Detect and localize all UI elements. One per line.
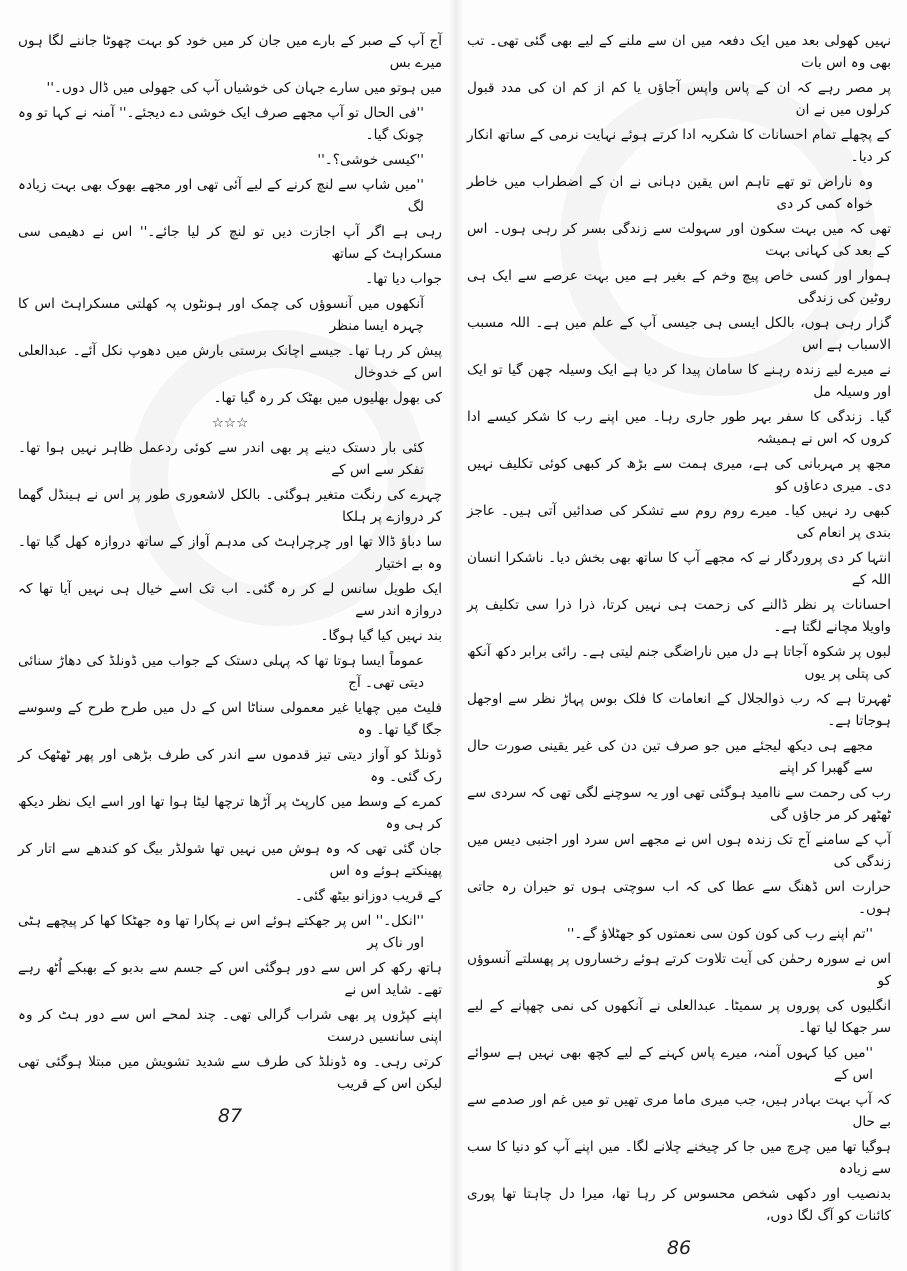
- text-line: ''فی الحال تو آپ مجھے صرف ایک خوشی دے دیجئے۔'' آمنہ نے کہا تو وہ چونک گیا۔: [18, 105, 424, 143]
- text-line: پیش کر رہا تھا۔ جیسے اچانک برستی بارش میں دھوپ نکل آئے۔ عبدالعلی اس کے خدوخال: [18, 343, 442, 381]
- text-line: جان گئی تھی کہ وہ ہوش میں نہیں تھا شولڈر بیگ کو کندھے سے اتار کر پھینکتے ہوئے وہ اس: [18, 841, 442, 879]
- text-line: احسانات پر نظر ڈالنے کی زحمت ہی نہیں کرتا، ذرا ذرا سی تکلیف پر واویلا مچانے لگتا ہے۔: [467, 597, 891, 635]
- text-line: جواب دیا تھا۔: [365, 271, 442, 287]
- text-line: ایک طویل سانس لے کر رہ گئی۔ اب تک اسے خیال ہی نہیں آیا تھا کہ دروازہ اندر سے: [18, 581, 442, 619]
- text-line: حرارت اس ڈھنگ سے عطا کی کہ اب سوچتی ہوں تو حیران رہ جاتی ہوں۔: [467, 879, 891, 917]
- text-line: فلیٹ میں چھایا غیر معمولی سناٹا اس کے دل میں طرح طرح کے وسوسے جگا گیا تھا۔ وہ: [18, 700, 442, 738]
- text-line: کی بھول بھلیوں میں بھٹک کر رہ گیا تھا۔: [213, 390, 442, 406]
- text-line: گزار رہی ہوں، بالکل ایسی ہی جیسی آپ کے علم میں ہے۔ اللہ مسبب الاسباب ہے اس: [467, 315, 891, 353]
- text-line: ''انکل۔'' اس پر جھکتے ہوئے اس نے پکارا تھا وہ جھٹکا کھا کر پیچھے ہٹی اور ناک پر: [18, 913, 424, 951]
- right-page-text: [467, 30, 891, 1227]
- text-line: نے میرے لیے زندہ رہنے کا سامان پیدا کر دیا ہے ایک وسیلہ چھن گیا تو ایک اور وسیلہ مل: [467, 362, 891, 400]
- text-line: ہاتھ رکھ کر اس سے دور ہوگئی اس کے جسم سے بدبو کے بھبکے اُٹھ رہے تھے۔ شاید اس نے: [18, 960, 442, 998]
- text-line: کے قریب دوزانو بیٹھ گئی۔: [294, 888, 442, 904]
- text-line: کبھی رد نہیں کیا۔ میرے روم روم سے تشکر کی صدائیں آتی ہیں۔ عاجز بندی پر انعام کی: [467, 503, 891, 541]
- text-line: اپنے کپڑوں پر بھی شراب گرالی تھی۔ چند لمحے اس سے دور ہٹ کر وہ اپنی سانسیں درست: [18, 1007, 442, 1045]
- text-line: ہوگیا تھا میں چرچ میں جا کر چیخنے چلانے لگا۔ میں اپنے آپ کو دنیا کا سب سے زیادہ: [467, 1139, 891, 1177]
- text-line: پر مصر رہے کہ ان کے پاس واپس آجاؤں یا کم از کم ان کی مدد قبول کرلوں میں نے ان: [467, 80, 891, 118]
- page-number-left: 87: [217, 1105, 243, 1127]
- left-page: [18, 30, 442, 1259]
- text-line: بند نہیں کیا گیا ہوگا۔: [320, 628, 442, 644]
- text-line: آج آپ کے صبر کے بارے میں جان کر میں خود کو بہت چھوٹا جاننے لگا ہوں میرے بس: [18, 33, 442, 71]
- text-line: ''میں شاپ سے لنچ کرنے کے لیے آئی تھی اور مجھے بھوک بھی بہت زیادہ لگ: [18, 177, 424, 215]
- text-line: رب کی رحمت سے ناامید ہوگئی تھی اور یہ سوچنے لگی تھی کہ سردی سے ٹھٹھر کر مر جاؤں گی: [467, 785, 891, 823]
- text-line: سا دباؤ ڈالا تھا اور چرچراہٹ کی مدہم آواز کے ساتھ دروازہ کھل گیا تھا۔ وہ بے اختیار: [18, 534, 442, 572]
- text-line: انتہا کر دی پروردگار نے کہ مجھے آپ کا ساتھ بھی بخش دیا۔ ناشکرا انسان اللہ کے: [467, 550, 891, 588]
- right-page: [467, 30, 891, 1259]
- text-line: وہ ناراض تو تھے تاہم اس یقین دہانی نے ان کے اضطراب میں خاطر خواہ کمی کر دی: [467, 174, 873, 212]
- text-line: گیا۔ زندگی کا سفر بہر طور جاری رہا۔ میں اپنے رب کا شکر کیسے ادا کروں کہ اس نے ہمیشہ: [467, 409, 891, 447]
- text-line: تھی کہ میں بہت سکون اور سہولت سے زندگی بسر کر رہی ہوں۔ اس کے بعد کی کہانی بہت: [467, 221, 891, 259]
- text-line: لبوں پر شکوہ آجاتا ہے دل میں ناراضگی جنم لیتی ہے۔ رائی برابر دکھ آنکھ کی پتلی پر یوں: [467, 644, 891, 682]
- text-line: مجھے ہی دیکھ لیجئے میں جو صرف تین دن کی غیر یقینی صورت حال سے گھبرا کر اپنے: [467, 738, 873, 776]
- text-line: نہیں کھولی بعد میں ایک دفعہ میں ان سے ملنے کے لیے بھی گئی تھی۔ تب بھی وہ اس بات: [467, 33, 891, 71]
- text-line: کے پچھلے تمام احسانات کا شکریہ ادا کرتے ہوئے نہایت نرمی کے ساتھ انکار کر دیا۔: [467, 127, 891, 165]
- text-line: اس نے سورہ رحمٰن کی آیت تلاوت کرتے ہوئے رخساروں پر پھسلتے آنسوؤں کو: [467, 951, 891, 989]
- page-number-right: 86: [666, 1237, 692, 1259]
- text-line: آنکھوں میں آنسوؤں کی چمک اور ہونٹوں پہ کھلتی مسکراہٹ اس کا چہرہ ایسا منظر: [18, 296, 424, 334]
- text-line: چہرے کی رنگت متغیر ہوگئی۔ بالکل لاشعوری طور پر اس نے ہینڈل گھما کر دروازے پر ہلکا: [18, 487, 442, 525]
- text-line: عموماً ایسا ہوتا تھا کہ پہلی دستک کے جواب میں ڈونلڈ کی دھاڑ سنائی دیتی تھی۔ آج: [18, 653, 424, 691]
- text-line: کمرے کے وسط میں کارپٹ پر آڑھا ترچھا لیٹا ہوا تھا اور اسے ایک نظر دیکھ کر ہی وہ: [18, 794, 442, 832]
- text-line: رہی ہے اگر آپ اجازت دیں تو لنچ کر لیا جائے۔'' اس نے دھیمی سی مسکراہٹ کے ساتھ: [18, 224, 442, 262]
- text-line: ''میں کیا کہوں آمنہ، میرے پاس کہنے کے لیے کچھ بھی نہیں ہے سوائے اس کے: [467, 1045, 873, 1083]
- text-line: ٹھہرتا ہے کہ رب ذوالجلال کے انعامات کا فلک بوس پہاڑ نظر سے اوجھل ہوجاتا ہے۔: [467, 691, 891, 729]
- section-divider-stars: ☆☆☆: [211, 415, 249, 431]
- left-page-text: [18, 30, 442, 1095]
- text-line: مجھ پر مہربانی کی ہے، میری ہمت سے بڑھ کر کبھی کوئی تکلیف نہیں دی۔ میری دعاؤں کو: [467, 456, 891, 494]
- text-line: بدنصیب اور دکھی شخص محسوس کر رہا تھا، میرا دل چاہتا تھا پوری کائنات کو آگ لگا دوں،: [467, 1186, 891, 1224]
- text-line: ''کیسی خوشی؟۔'': [317, 152, 424, 168]
- text-line: آپ کے سامنے آج تک زندہ ہوں اس نے مجھے اس سرد اور اجنبی دیس میں زندگی کی: [467, 832, 891, 870]
- text-line: کہ آپ بہت بہادر ہیں، جب میری ماما مری تھیں تو میں غم اور صدمے سے بے حال: [467, 1092, 891, 1130]
- text-line: ہموار اور کسی خاص پیچ وخم کے بغیر ہے میں بہت عرصے سے ایک ہی روٹین کی زندگی: [467, 268, 891, 306]
- text-line: کرتی رہی۔ وہ ڈونلڈ کی طرف سے شدید تشویش میں مبتلا ہوگئی تھی لیکن اس کے قریب: [18, 1054, 442, 1092]
- text-line: انگلیوں کی پوروں پر سمیٹا۔ عبدالعلی نے آنکھوں کی نمی چھپانے کے لیے سر جھکا لیا تھا۔: [467, 998, 891, 1036]
- text-line: ''تم اپنے رب کی کون کون سی نعمتوں کو جھٹلاؤ گے۔'': [566, 926, 873, 942]
- text-line: کئی بار دستک دینے پر بھی اندر سے کوئی ردعمل ظاہر نہیں ہوا تھا۔ تفکر سے اس کے: [18, 440, 424, 478]
- text-line: میں ہوتو میں سارے جہان کی خوشیاں آپ کی جھولی میں ڈال دوں۔'': [46, 80, 442, 96]
- text-line: ڈونلڈ کو آواز دیتی تیز قدموں سے اندر کی طرف بڑھی اور پھر ٹھٹھک کر رک گئی۔ وہ: [18, 747, 442, 785]
